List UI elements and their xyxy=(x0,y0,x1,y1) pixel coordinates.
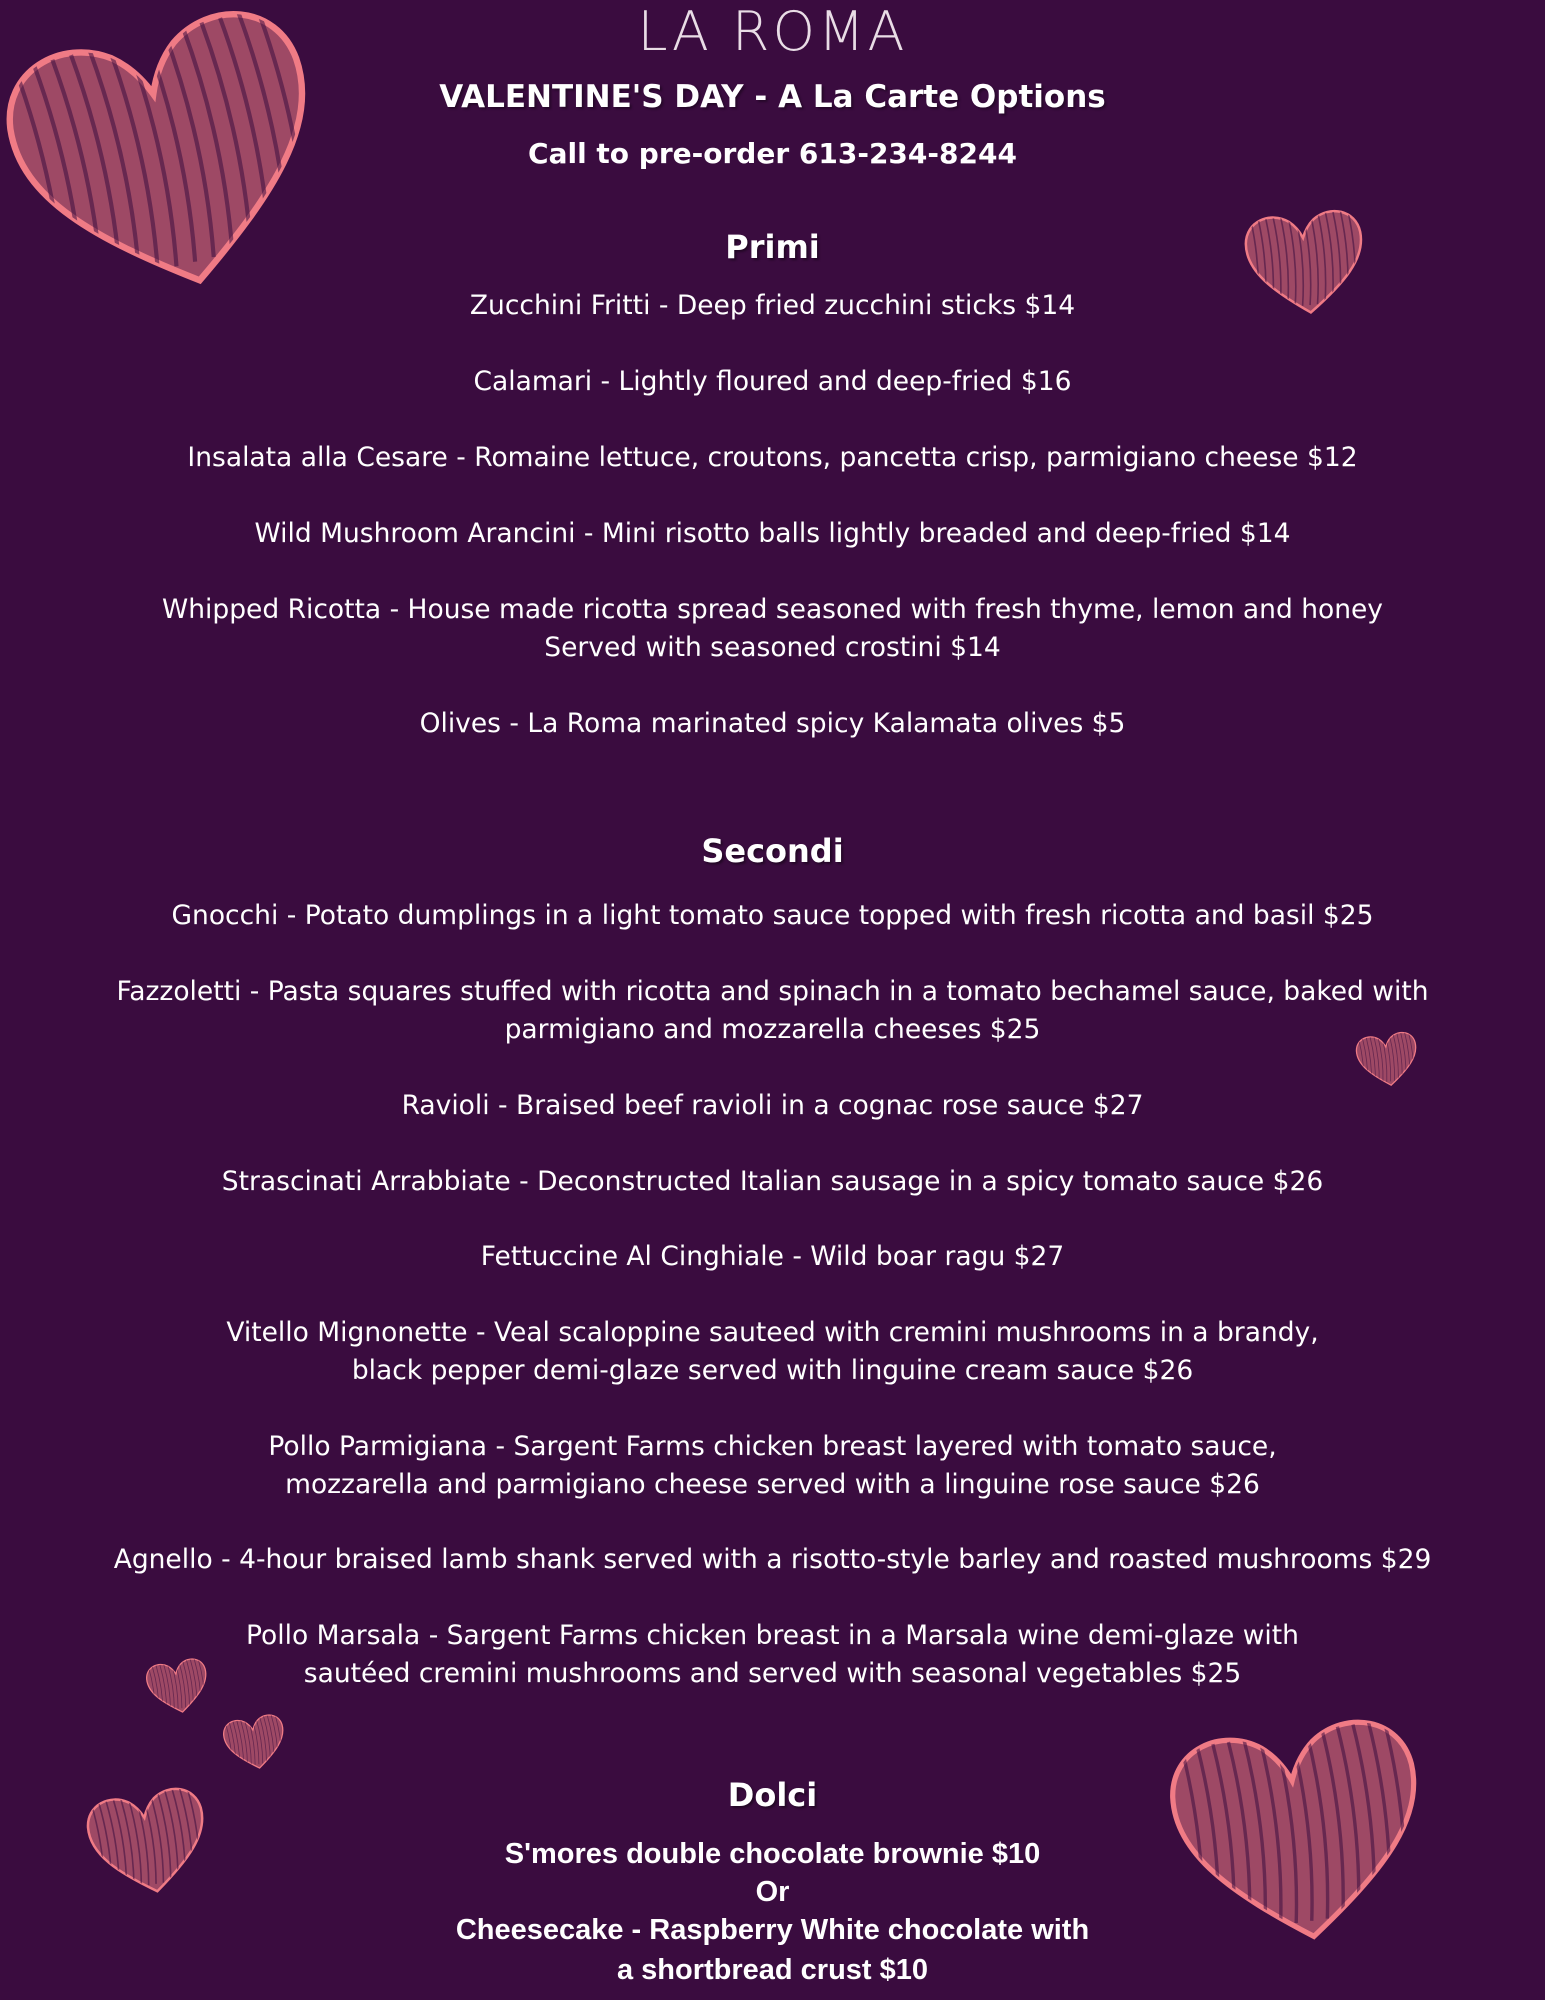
menu-item: Olives - La Roma marinated spicy Kalamata olives $5 xyxy=(419,708,1126,739)
heart-icon xyxy=(8,8,328,298)
heart-icon xyxy=(86,1785,211,1897)
menu-item: Zucchini Fritti - Deep fried zucchini sticks $14 xyxy=(469,290,1076,321)
section-heading-primi: Primi xyxy=(725,228,820,266)
dessert-line: Or xyxy=(755,1876,790,1908)
menu-item-continued: sautéed cremini mushrooms and served with seasonal vegetables $25 xyxy=(303,1658,1242,1689)
menu-item: Vitello Mignonette - Veal scaloppine sauteed with cremini mushrooms in a brandy, xyxy=(226,1317,1319,1348)
menu-item: Ravioli - Braised beef ravioli in a cognac rose sauce $27 xyxy=(401,1090,1144,1121)
menu-item: Insalata alla Cesare - Romaine lettuce, croutons, pancetta crisp, parmigiano cheese $12 xyxy=(187,442,1358,473)
menu-item-continued: black pepper demi-glaze served with linguine cream sauce $26 xyxy=(351,1355,1194,1386)
menu-item: Calamari - Lightly floured and deep-fried $16 xyxy=(473,366,1072,397)
menu-item: Wild Mushroom Arancini - Mini risotto balls lightly breaded and deep-fried $14 xyxy=(254,518,1291,549)
heart-icon xyxy=(1168,1712,1430,1948)
menu-item: Fettuccine Al Cinghiale - Wild boar ragu $27 xyxy=(480,1241,1065,1272)
menu-item-continued: parmigiano and mozzarella cheeses $25 xyxy=(504,1014,1041,1045)
menu-item: Pollo Marsala - Sargent Farms chicken breast in a Marsala wine demi-glaze with xyxy=(246,1620,1299,1651)
menu-item-continued: mozzarella and parmigiano cheese served with a linguine rose sauce $26 xyxy=(285,1469,1260,1500)
dessert-line: a shortbread crust $10 xyxy=(616,1954,929,1986)
menu-item: Pollo Parmigiana - Sargent Farms chicken breast layered with tomato sauce, xyxy=(268,1431,1277,1462)
section-heading-secondi: Secondi xyxy=(701,832,844,870)
menu-subtitle: VALENTINE'S DAY - A La Carte Options xyxy=(439,79,1106,115)
preorder-phone: Call to pre-order 613-234-8244 xyxy=(528,137,1017,170)
heart-icon xyxy=(145,1657,211,1715)
menu-item: Strascinati Arrabbiate - Deconstructed Italian sausage in a spicy tomato sauce $26 xyxy=(221,1166,1324,1197)
section-heading-dolci: Dolci xyxy=(727,1776,818,1814)
menu-item: Fazzoletti - Pasta squares stuffed with ricotta and spinach in a tomato bechamel sauce, baked with xyxy=(116,976,1429,1007)
menu-item-continued: Served with seasoned crostini $14 xyxy=(544,632,1001,663)
menu-item: Agnello - 4-hour braised lamb shank served with a risotto-style barley and roasted mushrooms $29 xyxy=(113,1544,1432,1575)
dessert-line: S'mores double chocolate brownie $10 xyxy=(504,1838,1041,1870)
heart-icon xyxy=(1355,1030,1420,1088)
dessert-line: Cheesecake - Raspberry White chocolate with xyxy=(455,1914,1090,1946)
heart-icon xyxy=(1243,205,1368,318)
menu-item: Whipped Ricotta - House made ricotta spread seasoned with fresh thyme, lemon and honey xyxy=(162,594,1383,625)
heart-icon xyxy=(222,1713,288,1771)
menu-item: Gnocchi - Potato dumplings in a light tomato sauce topped with fresh ricotta and basil $25 xyxy=(171,900,1374,931)
restaurant-logo: LA ROMA xyxy=(637,0,908,63)
